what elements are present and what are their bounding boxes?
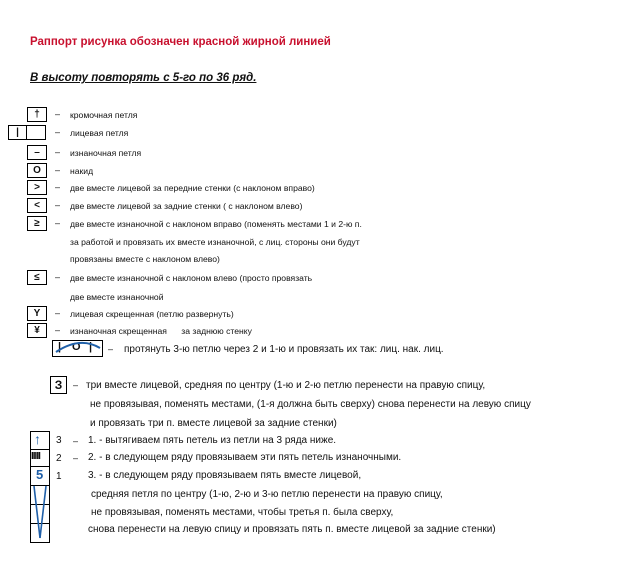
- crossing-arc-icon: [52, 338, 107, 360]
- legend-dash: –: [73, 380, 79, 390]
- legend-text-p2tog-left-1: две вместе изнаночной с наклоном влево (просто провязать: [70, 273, 313, 283]
- divider: [30, 449, 50, 450]
- legend-text-knit: лицевая петля: [70, 128, 129, 138]
- legend-dash: –: [108, 344, 114, 354]
- k5tog-icon: 5: [36, 467, 44, 482]
- k2tog-right-icon: >: [27, 180, 47, 195]
- legend-text-twisted-purl: изнаночная скрещенная за заднюю стенку: [70, 326, 252, 336]
- five-cont-text-2: не провязывая, поменять местами, чтобы третья п. была сверху,: [91, 507, 394, 518]
- legend-dash: –: [55, 308, 61, 318]
- legend-text-p2tog-left-2: две вместе изнаночной: [70, 292, 164, 302]
- legend-text-p2tog-right-3: провязаны вместе с наклоном влево): [70, 254, 220, 264]
- legend-text-k2tog-right: две вместе лицевой за передние стенки (с наклоном вправо): [70, 183, 315, 193]
- legend-dash: –: [55, 165, 61, 175]
- k3tog-text-3: и провязать три п. вместе лицевой за задние стенки): [90, 418, 337, 429]
- repeat-note: В высоту повторять с 5-го по 36 ряд.: [30, 72, 257, 84]
- legend-dash: –: [55, 272, 61, 282]
- legend-text-p2tog-right-1: две вместе изнаночной с наклоном вправо (поменять местами 1 и 2-ю п.: [70, 219, 362, 229]
- pull-up-arrow-icon: ↑: [34, 431, 41, 447]
- yarn-over-icon: O: [27, 163, 47, 178]
- legend-text-p2tog-right-2: за работой и провязать их вместе изнаночной, с лиц. стороны они будут: [70, 237, 360, 247]
- five-row-text-2: 2. - в следующем ряду провязываем эти пять петель изнаночными.: [88, 452, 402, 463]
- legend-dash: –: [55, 325, 61, 335]
- five-cont-text-1: средняя петля по центру (1-ю, 2-ю и 3-ю петлю перенести на правую спицу,: [91, 489, 443, 500]
- yarn-over-icon: O: [72, 341, 81, 353]
- k3tog-icon: З: [50, 376, 67, 394]
- legend-text-twisted-knit: лицевая скрещенная (петлю развернуть): [70, 309, 234, 319]
- three-stitch-text: протянуть 3-ю петлю через 2 и 1-ю и провязать их так: лиц. нак. лиц.: [124, 344, 444, 355]
- legend-dash: –: [55, 182, 61, 192]
- legend-text-purl: изнаночная петля: [70, 148, 142, 158]
- purl-stitch-icon: –: [27, 145, 47, 160]
- knit-stitch-icon: |: [8, 125, 26, 140]
- legend-text-edge: кромочная петля: [70, 110, 138, 120]
- knit-stitch-icon: |: [58, 341, 62, 353]
- five-row-text-3: 3. - в следующем ряду провязываем пять вместе лицевой,: [88, 470, 362, 481]
- knit-stitch-icon: |: [89, 341, 93, 353]
- legend-dash: –: [55, 147, 61, 157]
- row-number: 1: [56, 471, 62, 482]
- legend-text-k2tog-left: две вместе лицевой за задние стенки ( с наклоном влево): [70, 201, 303, 211]
- k2tog-left-icon: <: [27, 198, 47, 213]
- k3tog-text-1: три вместе лицевой, средняя по центру (1-ю и 2-ю петлю перенести на правую спицу,: [86, 380, 486, 391]
- k3tog-text-2: не провязывая, поменять местами, (1-я должна быть сверху) снова перенести на левую спицу: [90, 399, 531, 410]
- five-cont-text-3: снова перенести на левую спицу и провязать пять п. вместе лицевой за задние стенки): [88, 524, 496, 535]
- page-title: Раппорт рисунка обозначен красной жирной линией: [30, 36, 331, 48]
- empty-cell: [26, 125, 46, 140]
- legend-dash: –: [73, 436, 79, 446]
- k5tog-lines-icon: [30, 484, 50, 542]
- legend-dash: –: [55, 109, 61, 119]
- edge-stitch-icon: †: [27, 107, 47, 122]
- p2tog-right-icon: ≥: [27, 216, 47, 231]
- five-purl-icon: IIIII: [31, 451, 40, 462]
- legend-text-yo: накид: [70, 166, 94, 176]
- row-number: 2: [56, 453, 62, 464]
- legend-dash: –: [55, 218, 61, 228]
- legend-dash: –: [73, 453, 79, 463]
- row-number: 3: [56, 435, 62, 446]
- legend-dash: –: [55, 200, 61, 210]
- twisted-knit-icon: Y: [27, 306, 47, 321]
- five-row-text-1: 1. - вытягиваем пять петель из петли на 3 ряда ниже.: [88, 435, 337, 446]
- twisted-purl-icon: ¥: [27, 323, 47, 338]
- legend-dash: –: [55, 127, 61, 137]
- p2tog-left-icon: ≤: [27, 270, 47, 285]
